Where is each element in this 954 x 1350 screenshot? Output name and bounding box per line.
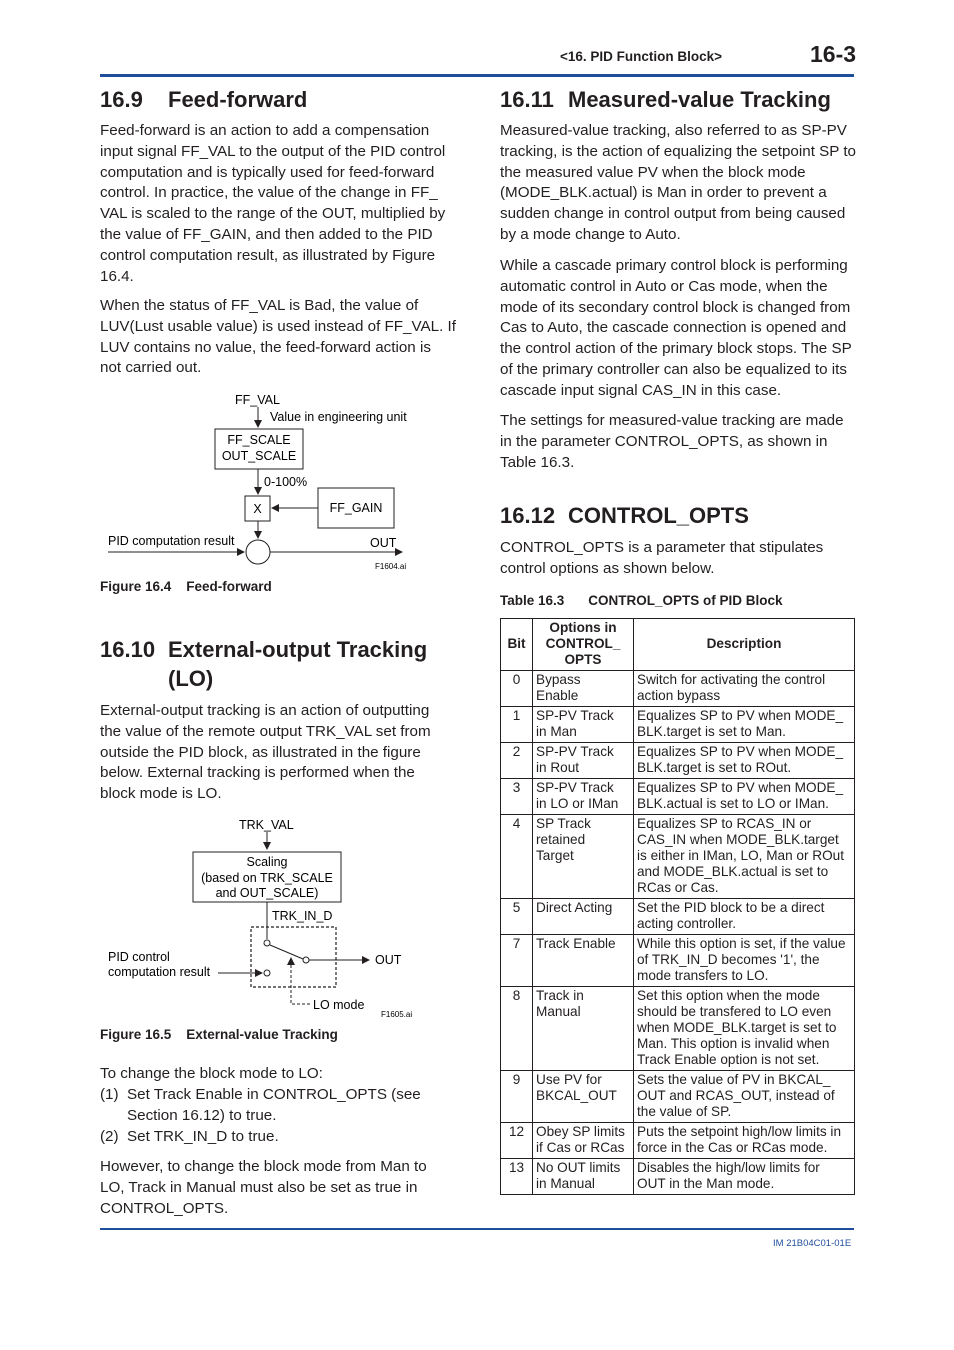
option-line: SP Track	[536, 816, 591, 831]
section-number: 16.9	[100, 87, 143, 112]
description-line: Set this option when the mode	[637, 988, 820, 1003]
option-line: retained	[536, 832, 586, 847]
switch-contact	[264, 940, 270, 946]
table-row	[501, 779, 855, 815]
description-line: Man. This option is invalid when	[637, 1036, 830, 1051]
option-line: in LO or IMan	[536, 796, 619, 811]
option-line: Manual	[536, 1004, 581, 1019]
description-line: Set the PID block to be a direct	[637, 900, 825, 915]
summing-junction	[246, 540, 270, 564]
description-line: action bypass	[637, 688, 721, 703]
column-header-options	[533, 619, 634, 671]
description-line: when MODE_BLK.target is set to	[637, 1020, 837, 1035]
description-cell	[634, 1071, 855, 1123]
description-line: CAS_IN when MODE_BLK.target	[637, 832, 839, 847]
paragraph: The settings for measured-value tracking are made in the parameter CONTROL_OPTS, as shown in Table 16.3.	[500, 412, 844, 471]
description-cell	[634, 1123, 855, 1159]
bit-cell: 12	[501, 1123, 533, 1159]
column-header-bit: Bit	[501, 619, 533, 671]
page-number: 16-3	[810, 41, 857, 67]
paragraph: External-output tracking is an action of outputting the value of the remote output TRK_VAL set from outside the PID block, as illustrated in the figure below. External tracking is performed when the block mode is LO.	[100, 702, 431, 803]
description-line: Puts the setpoint high/low limits in	[637, 1124, 842, 1139]
section-title: CONTROL_OPTS	[568, 503, 749, 528]
list-item-number: (2)	[100, 1128, 119, 1145]
bit-cell: 5	[501, 899, 533, 935]
figure-caption	[100, 579, 272, 594]
description-cell	[634, 779, 855, 815]
option-line: No OUT limits	[536, 1160, 621, 1175]
section-16-11-heading	[500, 85, 831, 114]
description-cell	[634, 1159, 855, 1195]
header-line: CONTROL_	[545, 636, 621, 651]
description-line: OUT in the Man mode.	[637, 1176, 775, 1191]
table-row	[501, 743, 855, 779]
trk-val-label: TRK_VAL	[239, 818, 294, 832]
document-code: IM 21B04C01-01E	[773, 1238, 852, 1249]
option-cell	[533, 1159, 634, 1195]
section-title: External-output Tracking	[168, 637, 428, 662]
table-row	[501, 899, 855, 935]
out-scale-label: OUT_SCALE	[221, 449, 297, 463]
description-line: BLK.target is set to ROut.	[637, 760, 792, 775]
figure-16-5-diagram	[100, 810, 430, 1025]
description-line: mode transfers to LO.	[637, 968, 769, 983]
figure-caption	[100, 1027, 338, 1042]
description-line: OUT and RCAS_OUT, instead of	[637, 1088, 835, 1103]
table-row	[501, 935, 855, 987]
option-line: Track Enable	[536, 936, 616, 951]
description-line: and MODE_BLK.actual is set to	[637, 864, 829, 879]
description-line: Equalizes SP to RCAS_IN or	[637, 816, 812, 831]
description-cell	[634, 743, 855, 779]
paragraph: However, to change the block mode from Man to LO, Track in Manual must also be set as true in CONTROL_OPTS.	[100, 1158, 427, 1217]
caption-label: Figure 16.4	[100, 579, 172, 594]
caption-label: Table 16.3	[500, 593, 565, 608]
section-number: 16.10	[100, 637, 156, 662]
option-line: Use PV for	[536, 1072, 602, 1087]
description-line: Equalizes SP to PV when MODE_	[637, 780, 844, 795]
paragraph: Feed-forward is an action to add a compensation input signal FF_VAL to the output of the PID control computation and is typically used for feed-forward control. In practice, the value of the change in FF_ VAL is scaled to the range of the OUT, multiplied by the value of FF_GAIN, and then added to the PID control computation result, as illustrated by Figure 16.4.	[100, 122, 446, 285]
description-line: of TRK_IN_D becomes '1', the	[637, 952, 820, 967]
scaling-label: and OUT_SCALE)	[215, 886, 319, 900]
section-number: 16.12	[500, 503, 556, 528]
section-16-10-heading	[100, 635, 427, 664]
scaling-label: (based on TRK_SCALE	[201, 871, 333, 885]
option-line: in Manual	[536, 1176, 595, 1191]
figure-file-label: F1604.ai	[375, 562, 407, 571]
option-line: Direct Acting	[536, 900, 613, 915]
description-cell	[634, 671, 855, 707]
description-cell	[634, 815, 855, 899]
eng-unit-label: Value in engineering unit	[270, 410, 407, 424]
table-row	[501, 987, 855, 1071]
control-opts-table	[500, 618, 855, 1195]
option-cell	[533, 671, 634, 707]
option-cell	[533, 899, 634, 935]
bit-cell: 0	[501, 671, 533, 707]
caption-title: CONTROL_OPTS of PID Block	[588, 593, 783, 608]
option-line: BKCAL_OUT	[536, 1088, 617, 1103]
bit-cell: 1	[501, 707, 533, 743]
description-line: RCas or Cas.	[637, 880, 719, 895]
section-title: (LO)	[168, 666, 214, 691]
bit-cell: 7	[501, 935, 533, 987]
description-line: Track Enable option is not set.	[637, 1052, 820, 1067]
bit-cell: 13	[501, 1159, 533, 1195]
caption-label: Figure 16.5	[100, 1027, 172, 1042]
option-line: Obey SP limits	[536, 1124, 625, 1139]
pid-control-label: computation result	[108, 965, 211, 979]
trk-in-d-label: TRK_IN_D	[272, 909, 333, 923]
out-label: OUT	[375, 953, 402, 967]
out-label: OUT	[370, 536, 397, 550]
description-line: Disables the high/low limits for	[637, 1160, 820, 1175]
section-title: Measured-value Tracking	[568, 87, 831, 112]
list-item-text: Set TRK_IN_D to true.	[127, 1128, 279, 1145]
bit-cell: 8	[501, 987, 533, 1071]
header-chapter: <16. PID Function Block>	[560, 49, 723, 64]
footer-rule	[100, 1228, 854, 1230]
table-header-row	[501, 619, 855, 671]
header-rule	[100, 74, 854, 77]
option-line: SP-PV Track	[536, 744, 614, 759]
option-cell	[533, 815, 634, 899]
option-line: in Rout	[536, 760, 580, 775]
paragraph: CONTROL_OPTS is a parameter that stipulates control options as shown below.	[500, 539, 824, 577]
description-line: Sets the value of PV in BKCAL_	[637, 1072, 831, 1087]
caption-title: Feed-forward	[186, 579, 272, 594]
table-row	[501, 671, 855, 707]
bit-cell: 4	[501, 815, 533, 899]
option-cell	[533, 987, 634, 1071]
switch-contact	[303, 957, 309, 963]
list-item-number: (1)	[100, 1086, 119, 1103]
paragraph: Measured-value tracking, also referred to as SP-PV tracking, is the action of equalizing the setpoint SP to the measured value PV when the block mode (MODE_BLK.actual) is Man in order to prevent a sudden change in control output from being caused by a mode change to Auto.	[500, 122, 857, 243]
table-row	[501, 815, 855, 899]
list-item-text: Section 16.12) to true.	[127, 1107, 277, 1124]
pid-control-label: PID control	[108, 950, 170, 964]
description-line: While this option is set, if the value	[637, 936, 846, 951]
table-caption	[500, 593, 783, 608]
scaling-label: Scaling	[246, 855, 288, 869]
option-line: SP-PV Track	[536, 708, 614, 723]
option-line: in Man	[536, 724, 577, 739]
switch-contact	[264, 970, 270, 976]
option-cell	[533, 743, 634, 779]
description-line: Equalizes SP to PV when MODE_	[637, 744, 844, 759]
option-line: SP-PV Track	[536, 780, 614, 795]
option-line: Bypass	[536, 672, 581, 687]
table-row	[501, 1071, 855, 1123]
paragraph: To change the block mode to LO:	[100, 1065, 323, 1082]
option-line: Enable	[536, 688, 579, 703]
column-header-description: Description	[634, 619, 855, 671]
option-cell	[533, 707, 634, 743]
description-line: BLK.target is set to Man.	[637, 724, 786, 739]
bit-cell: 2	[501, 743, 533, 779]
option-cell	[533, 779, 634, 815]
option-cell	[533, 1123, 634, 1159]
figure-16-4-diagram	[100, 385, 430, 575]
percent-label: 0-100%	[264, 475, 308, 489]
ff-scale-label: FF_SCALE	[227, 433, 291, 447]
option-line: if Cas or RCas	[536, 1140, 625, 1155]
multiplier-label: X	[253, 502, 262, 516]
description-cell	[634, 899, 855, 935]
description-line: BLK.actual is set to LO or IMan.	[637, 796, 829, 811]
description-line: force in the Cas or RCas mode.	[637, 1140, 828, 1155]
header-line: Options in	[549, 620, 617, 635]
table-body	[501, 671, 855, 1195]
section-16-9-heading	[100, 85, 307, 114]
ff-gain-label: FF_GAIN	[329, 501, 383, 515]
description-line: acting controller.	[637, 916, 736, 931]
option-line: Track in	[536, 988, 584, 1003]
description-line: should be transfered to LO even	[637, 1004, 832, 1019]
figure-file-label: F1605.ai	[381, 1010, 413, 1019]
section-number: 16.11	[500, 87, 554, 112]
description-line: is either in IMan, LO, Man or ROut	[637, 848, 845, 863]
table-row	[501, 1123, 855, 1159]
header-line: OPTS	[564, 652, 602, 667]
pid-result-label: PID computation result	[108, 534, 235, 548]
table-row	[501, 1159, 855, 1195]
switch-box	[251, 927, 336, 987]
section-title: Feed-forward	[168, 87, 308, 112]
option-cell	[533, 1071, 634, 1123]
description-cell	[634, 987, 855, 1071]
lo-mode-label: LO mode	[313, 998, 365, 1012]
table-row	[501, 707, 855, 743]
option-line: Target	[536, 848, 574, 863]
description-line: Switch for activating the control	[637, 672, 826, 687]
description-line: Equalizes SP to PV when MODE_	[637, 708, 844, 723]
list-item-text: Set Track Enable in CONTROL_OPTS (see	[127, 1086, 421, 1103]
option-cell	[533, 935, 634, 987]
description-cell	[634, 935, 855, 987]
description-line: the value of SP.	[637, 1104, 732, 1119]
caption-title: External-value Tracking	[186, 1027, 338, 1042]
ff-val-label: FF_VAL	[235, 393, 280, 407]
lo-mode-arrow	[291, 958, 310, 1004]
bit-cell: 9	[501, 1071, 533, 1123]
paragraph: When the status of FF_VAL is Bad, the value of LUV(Lust usable value) is used instead of FF_VAL. If LUV contains no value, the feed-forward action is not carried out.	[100, 297, 456, 377]
section-16-12-heading	[500, 501, 749, 530]
paragraph: While a cascade primary control block is performing automatic control in Auto or Cas mode, when the mode of its secondary control block is changed from Cas to Auto, the cascade connection is opened and the control action of the primary block stops. The SP of the primary controller can also be equalized to its cascade input signal CAS_IN in this case.	[500, 257, 852, 399]
description-cell	[634, 707, 855, 743]
bit-cell: 3	[501, 779, 533, 815]
switch-arm	[270, 945, 303, 959]
section-16-10-heading-cont	[168, 664, 213, 693]
